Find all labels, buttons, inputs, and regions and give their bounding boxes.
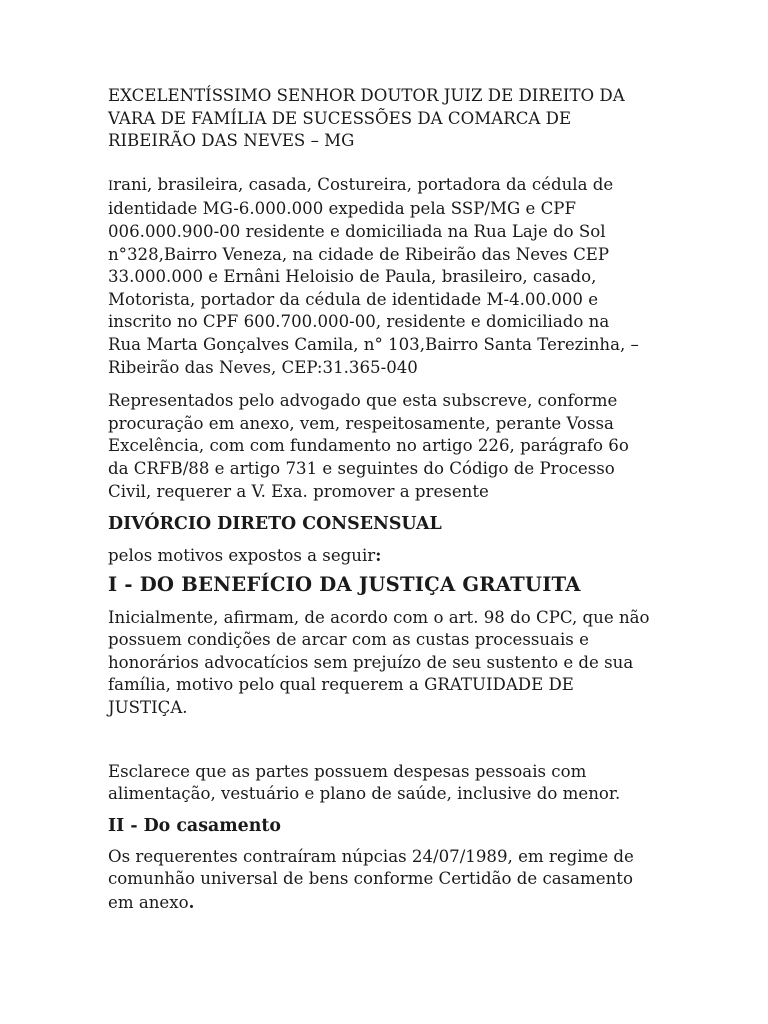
motives-text: pelos motivos expostos a seguir	[108, 546, 376, 566]
section-1-title: I - DO BENEFÍCIO DA JUSTIÇA GRATUITA	[108, 572, 581, 596]
address-line: VARA DE FAMÍLIA DE SUCESSÕES DA COMARCA DE	[108, 108, 572, 128]
parties-line: Motorista, portador da cédula de identidade M-4.00.000 e	[108, 289, 599, 309]
section-2-line: Os requerentes contraíram núpcias 24/07/1989, em regime de	[108, 846, 634, 866]
represented-paragraph	[108, 390, 668, 503]
address-line: EXCELENTÍSSIMO SENHOR DOUTOR JUIZ DE DIREITO DA	[108, 86, 625, 105]
expenses-line: Esclarece que as partes possuem despesas pessoais com	[108, 761, 587, 781]
section-1-line: família, motivo pelo qual requerem a GRATUIDADE DE	[108, 675, 574, 695]
section-2-last-line	[108, 891, 668, 915]
expenses-line: alimentação, vestuário e plano de saúde, inclusive do menor.	[108, 784, 621, 804]
parties-line: n°328,Bairro Veneza, na cidade de Ribeirão das Neves CEP	[108, 244, 610, 264]
motives-line	[108, 544, 668, 568]
represented-line: Representados pelo advogado que esta subscreve, conforme	[108, 391, 618, 411]
parties-line: 33.000.000 e Ernâni Heloisio de Paula, brasileiro, casado,	[108, 267, 597, 287]
represented-line: procuração em anexo, vem, respeitosamente, perante Vossa	[108, 413, 614, 433]
represented-line: Excelência, com com fundamento no artigo 226, parágrafo 6o	[108, 436, 629, 456]
parties-line: Rua Marta Gonçalves Camila, n° 103,Bairro Santa Terezinha, –	[108, 334, 639, 354]
section-2-paragraph	[108, 846, 668, 915]
section-2-last-dot: .	[188, 892, 195, 913]
parties-first-line-text: rani, brasileira, casada, Costureira, portadora da cédula de	[113, 174, 614, 194]
parties-line: inscrito no CPF 600.700.000-00, residente e domiciliado na	[108, 312, 610, 332]
section-2-title: II - Do casamento	[108, 815, 281, 836]
document-page	[108, 85, 668, 915]
court-address	[108, 85, 668, 153]
section-1-line: possuem condições de arcar com as custas processuais e	[108, 630, 589, 650]
action-title: DIVÓRCIO DIRETO CONSENSUAL	[108, 514, 442, 535]
parties-paragraph	[108, 174, 668, 379]
parties-first-line	[108, 174, 668, 199]
drop-initial: I	[108, 178, 114, 194]
represented-line: da CRFB/88 e artigo 731 e seguintes do Código de Processo	[108, 458, 615, 478]
parties-line: 006.000.900-00 residente e domiciliada na Rua Laje do Sol	[108, 221, 606, 241]
section-1-line: Inicialmente, afirmam, de acordo com o art. 98 do CPC, que não	[108, 607, 650, 627]
section-1-line: JUSTIÇA.	[108, 698, 188, 718]
section-2-line: comunhão universal de bens conforme Certidão de casamento	[108, 869, 633, 889]
section-2-last-text: em anexo	[108, 893, 189, 913]
motives-colon: :	[375, 545, 382, 566]
represented-line: Civil, requerer a V. Exa. promover a presente	[108, 481, 489, 501]
section-1-paragraph	[108, 607, 668, 720]
parties-line: identidade MG-6.000.000 expedida pela SSP/MG e CPF	[108, 199, 576, 219]
parties-line: Ribeirão das Neves, CEP:31.365-040	[108, 357, 418, 377]
address-line: RIBEIRÃO DAS NEVES – MG	[108, 131, 355, 151]
expenses-paragraph	[108, 761, 668, 806]
section-1-line: honorários advocatícios sem prejuízo de seu sustento e de sua	[108, 652, 634, 672]
